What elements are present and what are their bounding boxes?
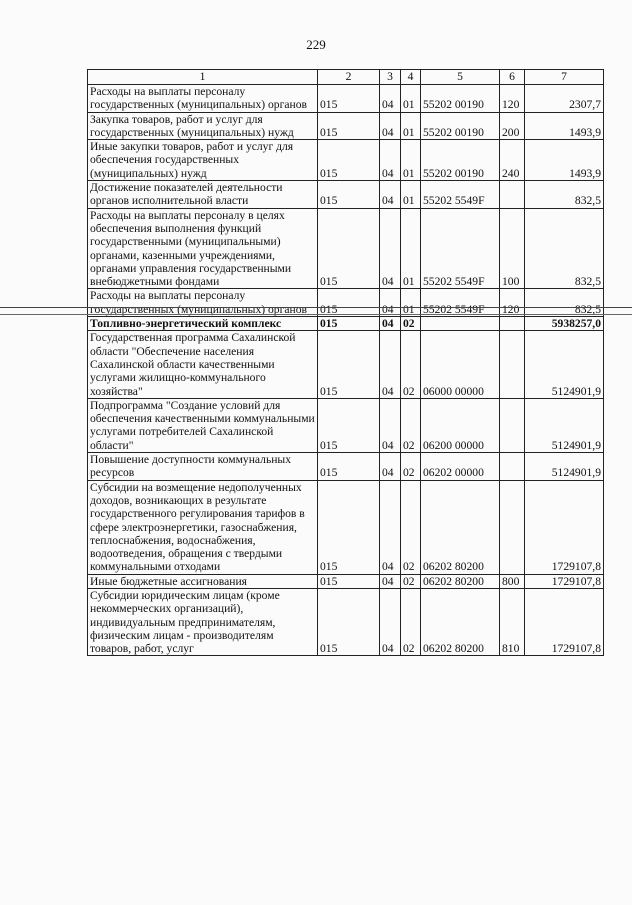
cell-name: Субсидии на возмещение недополученных доходов, возникающих в результате государственного регулирования тарифов в сфере электроэнергетики, газоснабжения, теплоснабжения, водоснабжения, водоотведения, обращения с твердыми коммунальными отходами bbox=[88, 480, 318, 574]
cell-expense-type: 240 bbox=[500, 140, 525, 181]
cell-target-article: 55202 5549F bbox=[421, 208, 500, 289]
cell-name: Закупка товаров, работ и услуг для государственных (муниципальных) нужд bbox=[88, 112, 318, 140]
cell-ministry-code: 015 bbox=[318, 112, 380, 140]
cell-expense-type: 800 bbox=[500, 574, 525, 588]
cell-section: 04 bbox=[380, 112, 401, 140]
cell-expense-type: 810 bbox=[500, 588, 525, 655]
cell-ministry-code: 015 bbox=[318, 588, 380, 655]
table-row bbox=[88, 574, 604, 588]
cell-expense-type: 120 bbox=[500, 289, 525, 317]
cell-section: 04 bbox=[380, 574, 401, 588]
cell-expense-type: 200 bbox=[500, 112, 525, 140]
table-row bbox=[88, 140, 604, 181]
cell-subsection: 02 bbox=[401, 480, 421, 574]
cell-name: Государственная программа Сахалинской области "Обеспечение населения Сахалинской области качественными услугами жилищно-коммунального хозяйства" bbox=[88, 331, 318, 398]
cell-ministry-code: 015 bbox=[318, 331, 380, 398]
cell-amount: 832,5 bbox=[525, 181, 604, 209]
cell-name: Достижение показателей деятельности органов исполнительной власти bbox=[88, 181, 318, 209]
cell-ministry-code: 015 bbox=[318, 398, 380, 452]
cell-section: 04 bbox=[380, 208, 401, 289]
header-col-2: 2 bbox=[318, 70, 380, 85]
cell-expense-type bbox=[500, 317, 525, 331]
cell-target-article: 06200 00000 bbox=[421, 398, 500, 452]
cell-amount: 5124901,9 bbox=[525, 398, 604, 452]
cell-ministry-code: 015 bbox=[318, 480, 380, 574]
table-row bbox=[88, 398, 604, 452]
cell-ministry-code: 015 bbox=[318, 140, 380, 181]
cell-subsection: 01 bbox=[401, 112, 421, 140]
cell-subsection: 01 bbox=[401, 289, 421, 317]
cell-target-article: 55202 00190 bbox=[421, 112, 500, 140]
cell-name: Расходы на выплаты персоналу государственных (муниципальных) органов bbox=[88, 85, 318, 113]
cell-section: 04 bbox=[380, 140, 401, 181]
table-row bbox=[88, 208, 604, 289]
scan-line bbox=[0, 307, 632, 308]
cell-amount: 5124901,9 bbox=[525, 453, 604, 481]
cell-section: 04 bbox=[380, 289, 401, 317]
cell-name: Субсидии юридическим лицам (кроме некоммерческих организаций), индивидуальным предпринимателям, физическим лицам - производителям товаров, работ, услуг bbox=[88, 588, 318, 655]
cell-expense-type bbox=[500, 480, 525, 574]
cell-subsection: 02 bbox=[401, 331, 421, 398]
table-row bbox=[88, 85, 604, 113]
cell-section: 04 bbox=[380, 317, 401, 331]
cell-section: 04 bbox=[380, 480, 401, 574]
cell-subsection: 02 bbox=[401, 588, 421, 655]
cell-subsection: 02 bbox=[401, 574, 421, 588]
header-col-5: 5 bbox=[421, 70, 500, 85]
table-row bbox=[88, 588, 604, 655]
cell-subsection: 02 bbox=[401, 453, 421, 481]
cell-section: 04 bbox=[380, 453, 401, 481]
cell-ministry-code: 015 bbox=[318, 317, 380, 331]
cell-target-article: 55202 00190 bbox=[421, 85, 500, 113]
table-body bbox=[88, 85, 604, 656]
table-row bbox=[88, 331, 604, 398]
cell-subsection: 01 bbox=[401, 181, 421, 209]
cell-name: Иные закупки товаров, работ и услуг для обеспечения государственных (муниципальных) нужд bbox=[88, 140, 318, 181]
header-col-7: 7 bbox=[525, 70, 604, 85]
cell-subsection: 01 bbox=[401, 85, 421, 113]
cell-expense-type: 120 bbox=[500, 85, 525, 113]
cell-amount: 1493,9 bbox=[525, 112, 604, 140]
cell-name: Расходы на выплаты персоналу государственных (муниципальных) органов bbox=[88, 289, 318, 317]
table-row bbox=[88, 453, 604, 481]
cell-name: Топливно-энергетический комплекс bbox=[88, 317, 318, 331]
header-col-3: 3 bbox=[380, 70, 401, 85]
cell-amount: 832,5 bbox=[525, 289, 604, 317]
cell-subsection: 02 bbox=[401, 317, 421, 331]
cell-amount: 5124901,9 bbox=[525, 331, 604, 398]
cell-expense-type bbox=[500, 331, 525, 398]
cell-target-article bbox=[421, 317, 500, 331]
cell-amount: 832,5 bbox=[525, 208, 604, 289]
cell-subsection: 01 bbox=[401, 140, 421, 181]
cell-target-article: 55202 5549F bbox=[421, 289, 500, 317]
cell-ministry-code: 015 bbox=[318, 181, 380, 209]
header-col-4: 4 bbox=[401, 70, 421, 85]
cell-subsection: 02 bbox=[401, 398, 421, 452]
table-row bbox=[88, 112, 604, 140]
cell-amount: 1729107,8 bbox=[525, 588, 604, 655]
cell-name: Повышение доступности коммунальных ресурсов bbox=[88, 453, 318, 481]
cell-section: 04 bbox=[380, 588, 401, 655]
cell-name: Расходы на выплаты персоналу в целях обеспечения выполнения функций государственными (муниципальными) органами, казенными учреждениями, органами управления государственными внебюджетными фондами bbox=[88, 208, 318, 289]
cell-section: 04 bbox=[380, 331, 401, 398]
cell-target-article: 06202 80200 bbox=[421, 588, 500, 655]
header-col-6: 6 bbox=[500, 70, 525, 85]
cell-ministry-code: 015 bbox=[318, 85, 380, 113]
cell-expense-type bbox=[500, 398, 525, 452]
cell-expense-type bbox=[500, 181, 525, 209]
cell-amount: 2307,7 bbox=[525, 85, 604, 113]
cell-ministry-code: 015 bbox=[318, 289, 380, 317]
page-number: 229 bbox=[306, 37, 326, 52]
table-row bbox=[88, 289, 604, 317]
cell-ministry-code: 015 bbox=[318, 453, 380, 481]
table-row bbox=[88, 480, 604, 574]
cell-expense-type bbox=[500, 453, 525, 481]
budget-table bbox=[87, 69, 604, 656]
scan-line bbox=[0, 314, 632, 315]
cell-name: Иные бюджетные ассигнования bbox=[88, 574, 318, 588]
header-col-1: 1 bbox=[88, 70, 318, 85]
cell-target-article: 55202 00190 bbox=[421, 140, 500, 181]
cell-section: 04 bbox=[380, 181, 401, 209]
cell-amount: 1493,9 bbox=[525, 140, 604, 181]
table-row bbox=[88, 317, 604, 331]
cell-target-article: 06202 00000 bbox=[421, 453, 500, 481]
cell-section: 04 bbox=[380, 85, 401, 113]
cell-name: Подпрограмма "Создание условий для обеспечения качественными коммунальными услугами потребителей Сахалинской области" bbox=[88, 398, 318, 452]
cell-subsection: 01 bbox=[401, 208, 421, 289]
cell-amount: 5938257,0 bbox=[525, 317, 604, 331]
cell-amount: 1729107,8 bbox=[525, 480, 604, 574]
table-row bbox=[88, 181, 604, 209]
cell-target-article: 06202 80200 bbox=[421, 574, 500, 588]
cell-expense-type: 100 bbox=[500, 208, 525, 289]
header-row bbox=[88, 70, 604, 85]
cell-section: 04 bbox=[380, 398, 401, 452]
cell-target-article: 55202 5549F bbox=[421, 181, 500, 209]
cell-amount: 1729107,8 bbox=[525, 574, 604, 588]
cell-target-article: 06202 80200 bbox=[421, 480, 500, 574]
cell-target-article: 06000 00000 bbox=[421, 331, 500, 398]
cell-ministry-code: 015 bbox=[318, 208, 380, 289]
cell-ministry-code: 015 bbox=[318, 574, 380, 588]
